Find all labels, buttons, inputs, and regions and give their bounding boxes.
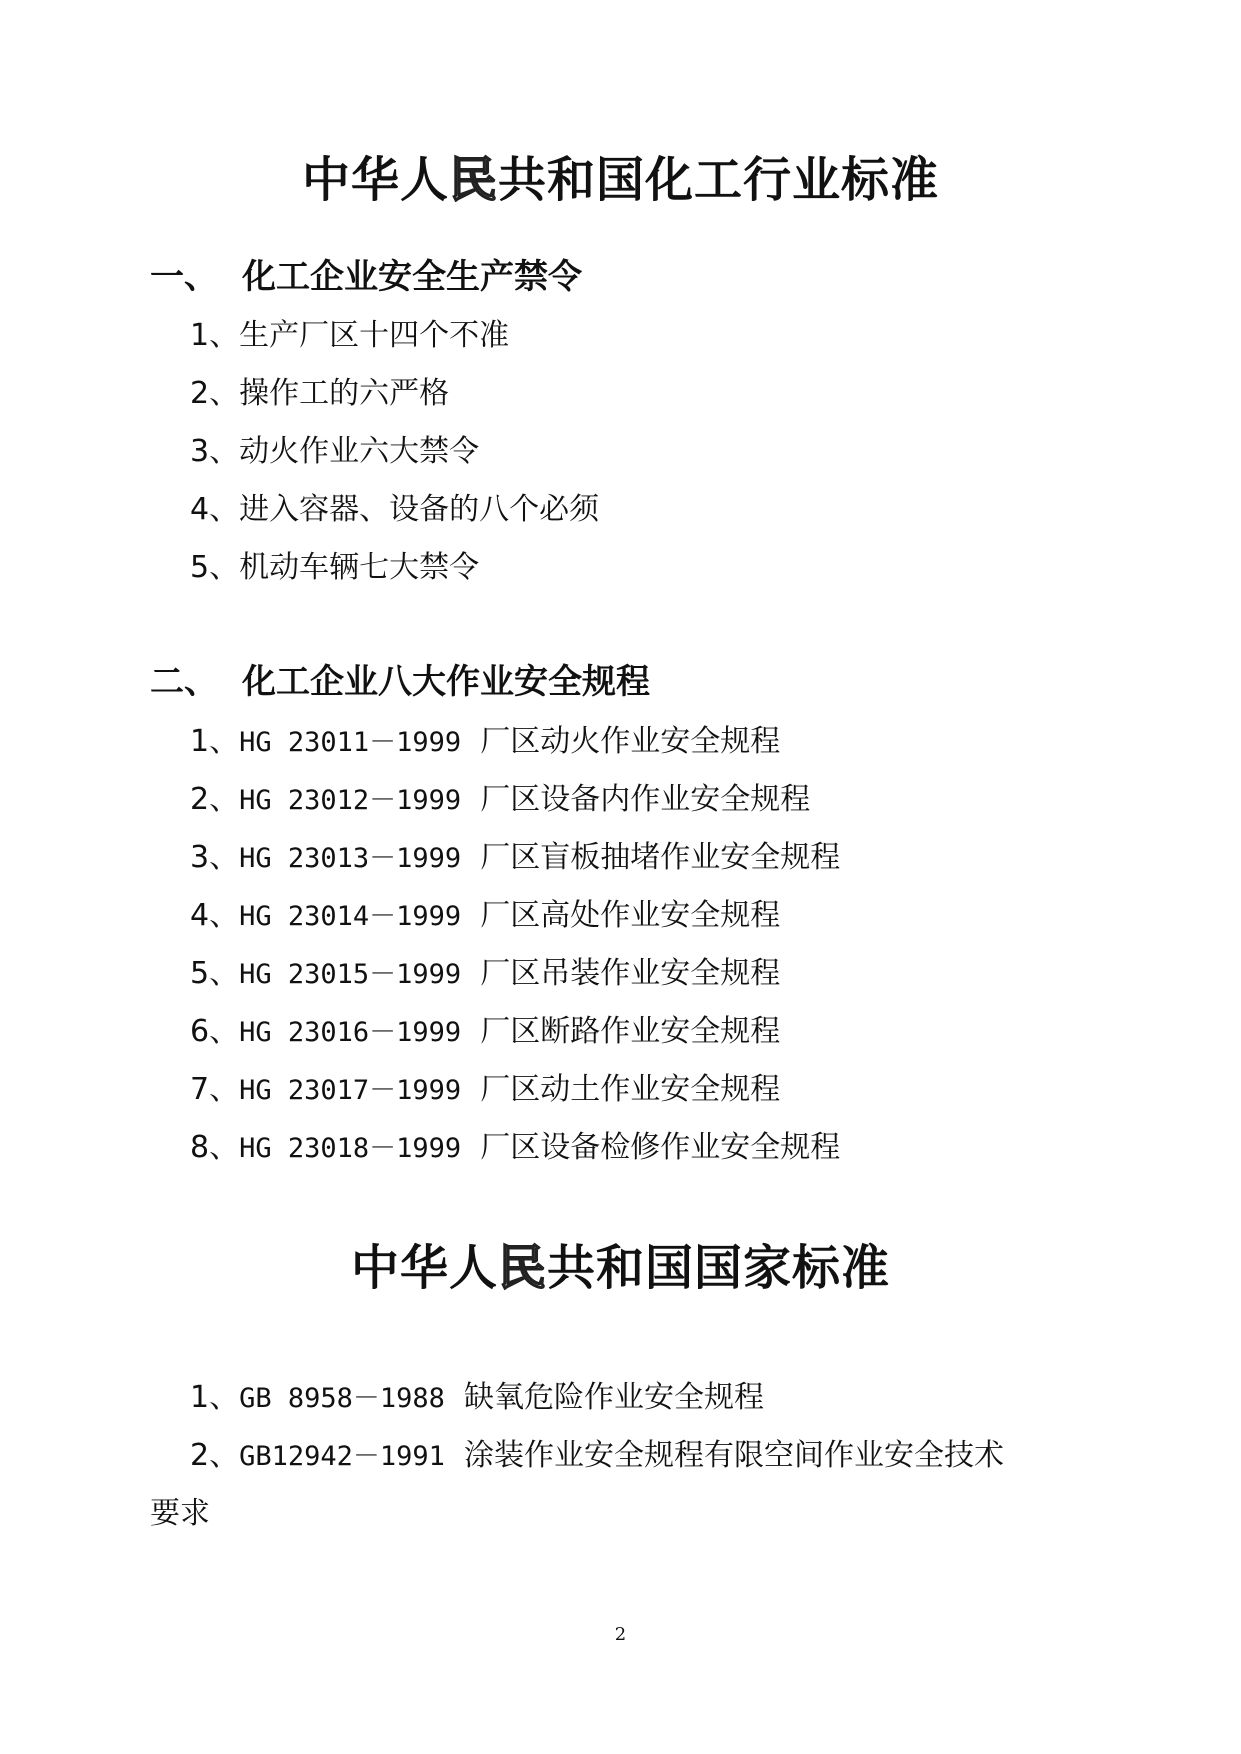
title-part: 中华人: [350, 1240, 498, 1296]
list-item: 1、GB 8958－1988 缺氧危险作业安全规程: [190, 1380, 764, 1415]
list-item: 8、HG 23018－1999 厂区设备检修作业安全规程: [190, 1130, 841, 1165]
section-heading-safety-prohibitions: [150, 255, 582, 299]
list-item: 7、HG 23017－1999 厂区动土作业安全规程: [190, 1072, 781, 1107]
list-item: 5、机动车辆七大禁令: [190, 550, 480, 585]
title-part: 共和国国家标准: [547, 1240, 891, 1296]
document-title-national-standard: [0, 1238, 1241, 1298]
title-outline-char: 民: [497, 1240, 547, 1296]
title-part: 共和国化工行业标准: [498, 152, 940, 208]
list-item: 3、HG 23013－1999 厂区盲板抽堵作业安全规程: [190, 840, 841, 875]
title-outline-char: 民: [448, 152, 498, 208]
list-item-continuation: 要求: [150, 1496, 210, 1531]
title-part: 中华人: [301, 152, 449, 208]
list-item: 1、HG 23011－1999 厂区动火作业安全规程: [190, 724, 781, 759]
document-title-industry-standard: [0, 150, 1241, 210]
section-title: 化工企业八大作业安全规程: [242, 662, 650, 702]
list-item: 2、GB12942－1991 涂装作业安全规程有限空间作业安全技术: [190, 1438, 1004, 1473]
section-heading-work-safety-rules: [150, 660, 650, 704]
list-item: 4、进入容器、设备的八个必须: [190, 492, 600, 527]
list-item: 5、HG 23015－1999 厂区吊装作业安全规程: [190, 956, 781, 991]
page-number: 2: [614, 1624, 627, 1645]
list-item: 3、动火作业六大禁令: [190, 434, 480, 469]
section-title: 化工企业安全生产禁令: [242, 257, 582, 297]
list-item: 2、操作工的六严格: [190, 376, 450, 411]
list-item: 1、生产厂区十四个不准: [190, 318, 510, 353]
list-item: 4、HG 23014－1999 厂区高处作业安全规程: [190, 898, 781, 933]
section-number: 二、: [150, 662, 218, 702]
section-number: 一、: [150, 257, 218, 297]
list-item: 2、HG 23012－1999 厂区设备内作业安全规程: [190, 782, 811, 817]
list-item: 6、HG 23016－1999 厂区断路作业安全规程: [190, 1014, 781, 1049]
